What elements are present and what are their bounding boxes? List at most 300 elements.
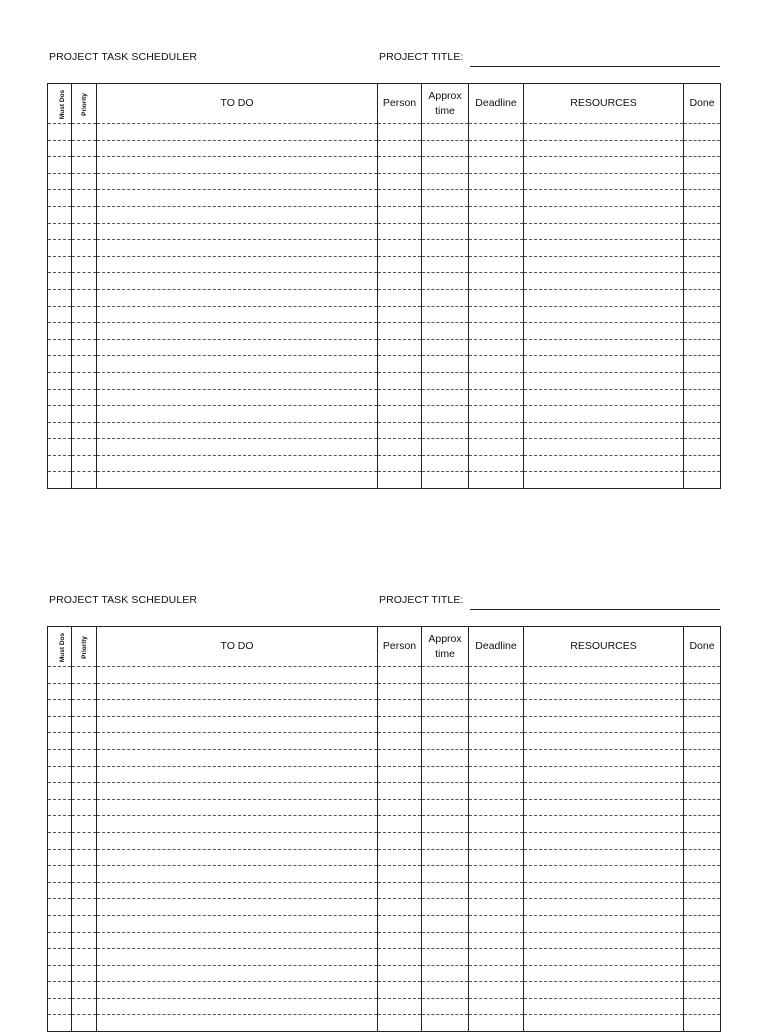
deadline-cell[interactable] <box>469 422 524 439</box>
person-cell[interactable] <box>378 849 422 866</box>
done-cell[interactable] <box>684 832 721 849</box>
to-do-cell[interactable] <box>97 799 378 816</box>
deadline-cell[interactable] <box>469 289 524 306</box>
deadline-cell[interactable] <box>469 816 524 833</box>
person-cell[interactable] <box>378 455 422 472</box>
approx-time-cell[interactable] <box>422 832 469 849</box>
to-do-cell[interactable] <box>97 949 378 966</box>
deadline-cell[interactable] <box>469 733 524 750</box>
must-dos-cell[interactable] <box>48 406 72 423</box>
done-cell[interactable] <box>684 965 721 982</box>
to-do-cell[interactable] <box>97 406 378 423</box>
to-do-cell[interactable] <box>97 849 378 866</box>
to-do-cell[interactable] <box>97 273 378 290</box>
approx-time-cell[interactable] <box>422 223 469 240</box>
to-do-cell[interactable] <box>97 932 378 949</box>
person-cell[interactable] <box>378 223 422 240</box>
deadline-cell[interactable] <box>469 256 524 273</box>
deadline-cell[interactable] <box>469 965 524 982</box>
deadline-cell[interactable] <box>469 356 524 373</box>
must-dos-cell[interactable] <box>48 982 72 999</box>
resources-cell[interactable] <box>524 982 684 999</box>
deadline-cell[interactable] <box>469 932 524 949</box>
priority-cell[interactable] <box>72 1015 97 1032</box>
must-dos-cell[interactable] <box>48 683 72 700</box>
priority-cell[interactable] <box>72 157 97 174</box>
deadline-cell[interactable] <box>469 206 524 223</box>
must-dos-cell[interactable] <box>48 190 72 207</box>
approx-time-cell[interactable] <box>422 667 469 684</box>
must-dos-cell[interactable] <box>48 273 72 290</box>
deadline-cell[interactable] <box>469 339 524 356</box>
approx-time-cell[interactable] <box>422 240 469 257</box>
priority-cell[interactable] <box>72 866 97 883</box>
resources-cell[interactable] <box>524 949 684 966</box>
resources-cell[interactable] <box>524 700 684 717</box>
done-cell[interactable] <box>684 749 721 766</box>
resources-cell[interactable] <box>524 289 684 306</box>
to-do-cell[interactable] <box>97 157 378 174</box>
person-cell[interactable] <box>378 306 422 323</box>
must-dos-cell[interactable] <box>48 816 72 833</box>
done-cell[interactable] <box>684 206 721 223</box>
project-title-field[interactable] <box>470 609 720 610</box>
must-dos-cell[interactable] <box>48 206 72 223</box>
approx-time-cell[interactable] <box>422 157 469 174</box>
deadline-cell[interactable] <box>469 273 524 290</box>
must-dos-cell[interactable] <box>48 899 72 916</box>
deadline-cell[interactable] <box>469 949 524 966</box>
person-cell[interactable] <box>378 982 422 999</box>
approx-time-cell[interactable] <box>422 372 469 389</box>
approx-time-cell[interactable] <box>422 173 469 190</box>
done-cell[interactable] <box>684 289 721 306</box>
must-dos-cell[interactable] <box>48 372 72 389</box>
done-cell[interactable] <box>684 998 721 1015</box>
priority-cell[interactable] <box>72 700 97 717</box>
done-cell[interactable] <box>684 256 721 273</box>
priority-cell[interactable] <box>72 472 97 489</box>
resources-cell[interactable] <box>524 406 684 423</box>
deadline-cell[interactable] <box>469 766 524 783</box>
must-dos-cell[interactable] <box>48 472 72 489</box>
approx-time-cell[interactable] <box>422 190 469 207</box>
done-cell[interactable] <box>684 140 721 157</box>
must-dos-cell[interactable] <box>48 882 72 899</box>
done-cell[interactable] <box>684 439 721 456</box>
priority-cell[interactable] <box>72 256 97 273</box>
must-dos-cell[interactable] <box>48 323 72 340</box>
person-cell[interactable] <box>378 932 422 949</box>
priority-cell[interactable] <box>72 273 97 290</box>
to-do-cell[interactable] <box>97 323 378 340</box>
done-cell[interactable] <box>684 173 721 190</box>
resources-cell[interactable] <box>524 932 684 949</box>
must-dos-cell[interactable] <box>48 455 72 472</box>
done-cell[interactable] <box>684 849 721 866</box>
person-cell[interactable] <box>378 915 422 932</box>
resources-cell[interactable] <box>524 223 684 240</box>
resources-cell[interactable] <box>524 733 684 750</box>
must-dos-cell[interactable] <box>48 439 72 456</box>
person-cell[interactable] <box>378 190 422 207</box>
done-cell[interactable] <box>684 455 721 472</box>
done-cell[interactable] <box>684 1015 721 1032</box>
approx-time-cell[interactable] <box>422 783 469 800</box>
resources-cell[interactable] <box>524 372 684 389</box>
resources-cell[interactable] <box>524 124 684 141</box>
deadline-cell[interactable] <box>469 667 524 684</box>
must-dos-cell[interactable] <box>48 733 72 750</box>
must-dos-cell[interactable] <box>48 356 72 373</box>
must-dos-cell[interactable] <box>48 965 72 982</box>
deadline-cell[interactable] <box>469 472 524 489</box>
to-do-cell[interactable] <box>97 816 378 833</box>
priority-cell[interactable] <box>72 716 97 733</box>
deadline-cell[interactable] <box>469 799 524 816</box>
approx-time-cell[interactable] <box>422 683 469 700</box>
resources-cell[interactable] <box>524 173 684 190</box>
to-do-cell[interactable] <box>97 783 378 800</box>
resources-cell[interactable] <box>524 915 684 932</box>
priority-cell[interactable] <box>72 949 97 966</box>
done-cell[interactable] <box>684 866 721 883</box>
priority-cell[interactable] <box>72 965 97 982</box>
approx-time-cell[interactable] <box>422 965 469 982</box>
deadline-cell[interactable] <box>469 323 524 340</box>
approx-time-cell[interactable] <box>422 998 469 1015</box>
resources-cell[interactable] <box>524 899 684 916</box>
priority-cell[interactable] <box>72 766 97 783</box>
deadline-cell[interactable] <box>469 140 524 157</box>
to-do-cell[interactable] <box>97 372 378 389</box>
to-do-cell[interactable] <box>97 915 378 932</box>
person-cell[interactable] <box>378 356 422 373</box>
deadline-cell[interactable] <box>469 372 524 389</box>
resources-cell[interactable] <box>524 816 684 833</box>
must-dos-cell[interactable] <box>48 766 72 783</box>
deadline-cell[interactable] <box>469 157 524 174</box>
person-cell[interactable] <box>378 256 422 273</box>
priority-cell[interactable] <box>72 124 97 141</box>
deadline-cell[interactable] <box>469 683 524 700</box>
priority-cell[interactable] <box>72 339 97 356</box>
deadline-cell[interactable] <box>469 240 524 257</box>
resources-cell[interactable] <box>524 1015 684 1032</box>
must-dos-cell[interactable] <box>48 700 72 717</box>
person-cell[interactable] <box>378 372 422 389</box>
priority-cell[interactable] <box>72 306 97 323</box>
to-do-cell[interactable] <box>97 965 378 982</box>
person-cell[interactable] <box>378 716 422 733</box>
done-cell[interactable] <box>684 157 721 174</box>
must-dos-cell[interactable] <box>48 339 72 356</box>
done-cell[interactable] <box>684 766 721 783</box>
person-cell[interactable] <box>378 406 422 423</box>
priority-cell[interactable] <box>72 439 97 456</box>
person-cell[interactable] <box>378 899 422 916</box>
done-cell[interactable] <box>684 899 721 916</box>
resources-cell[interactable] <box>524 882 684 899</box>
resources-cell[interactable] <box>524 866 684 883</box>
approx-time-cell[interactable] <box>422 866 469 883</box>
resources-cell[interactable] <box>524 240 684 257</box>
approx-time-cell[interactable] <box>422 289 469 306</box>
approx-time-cell[interactable] <box>422 849 469 866</box>
must-dos-cell[interactable] <box>48 832 72 849</box>
deadline-cell[interactable] <box>469 882 524 899</box>
must-dos-cell[interactable] <box>48 799 72 816</box>
resources-cell[interactable] <box>524 140 684 157</box>
deadline-cell[interactable] <box>469 223 524 240</box>
done-cell[interactable] <box>684 982 721 999</box>
person-cell[interactable] <box>378 240 422 257</box>
priority-cell[interactable] <box>72 389 97 406</box>
person-cell[interactable] <box>378 832 422 849</box>
priority-cell[interactable] <box>72 915 97 932</box>
done-cell[interactable] <box>684 716 721 733</box>
approx-time-cell[interactable] <box>422 949 469 966</box>
deadline-cell[interactable] <box>469 306 524 323</box>
to-do-cell[interactable] <box>97 206 378 223</box>
approx-time-cell[interactable] <box>422 1015 469 1032</box>
to-do-cell[interactable] <box>97 356 378 373</box>
deadline-cell[interactable] <box>469 749 524 766</box>
deadline-cell[interactable] <box>469 455 524 472</box>
person-cell[interactable] <box>378 783 422 800</box>
to-do-cell[interactable] <box>97 882 378 899</box>
must-dos-cell[interactable] <box>48 667 72 684</box>
to-do-cell[interactable] <box>97 749 378 766</box>
to-do-cell[interactable] <box>97 1015 378 1032</box>
priority-cell[interactable] <box>72 372 97 389</box>
must-dos-cell[interactable] <box>48 157 72 174</box>
must-dos-cell[interactable] <box>48 124 72 141</box>
resources-cell[interactable] <box>524 683 684 700</box>
done-cell[interactable] <box>684 667 721 684</box>
person-cell[interactable] <box>378 700 422 717</box>
person-cell[interactable] <box>378 667 422 684</box>
resources-cell[interactable] <box>524 766 684 783</box>
project-title-field[interactable] <box>470 66 720 67</box>
resources-cell[interactable] <box>524 157 684 174</box>
person-cell[interactable] <box>378 157 422 174</box>
must-dos-cell[interactable] <box>48 306 72 323</box>
resources-cell[interactable] <box>524 716 684 733</box>
approx-time-cell[interactable] <box>422 389 469 406</box>
resources-cell[interactable] <box>524 256 684 273</box>
deadline-cell[interactable] <box>469 849 524 866</box>
to-do-cell[interactable] <box>97 455 378 472</box>
to-do-cell[interactable] <box>97 899 378 916</box>
priority-cell[interactable] <box>72 455 97 472</box>
done-cell[interactable] <box>684 932 721 949</box>
resources-cell[interactable] <box>524 339 684 356</box>
person-cell[interactable] <box>378 389 422 406</box>
approx-time-cell[interactable] <box>422 323 469 340</box>
to-do-cell[interactable] <box>97 389 378 406</box>
resources-cell[interactable] <box>524 323 684 340</box>
priority-cell[interactable] <box>72 982 97 999</box>
to-do-cell[interactable] <box>97 982 378 999</box>
must-dos-cell[interactable] <box>48 173 72 190</box>
must-dos-cell[interactable] <box>48 998 72 1015</box>
approx-time-cell[interactable] <box>422 932 469 949</box>
resources-cell[interactable] <box>524 306 684 323</box>
must-dos-cell[interactable] <box>48 915 72 932</box>
person-cell[interactable] <box>378 289 422 306</box>
person-cell[interactable] <box>378 173 422 190</box>
to-do-cell[interactable] <box>97 766 378 783</box>
person-cell[interactable] <box>378 683 422 700</box>
resources-cell[interactable] <box>524 422 684 439</box>
approx-time-cell[interactable] <box>422 206 469 223</box>
priority-cell[interactable] <box>72 173 97 190</box>
must-dos-cell[interactable] <box>48 749 72 766</box>
done-cell[interactable] <box>684 273 721 290</box>
to-do-cell[interactable] <box>97 339 378 356</box>
priority-cell[interactable] <box>72 406 97 423</box>
resources-cell[interactable] <box>524 749 684 766</box>
done-cell[interactable] <box>684 949 721 966</box>
to-do-cell[interactable] <box>97 223 378 240</box>
must-dos-cell[interactable] <box>48 849 72 866</box>
person-cell[interactable] <box>378 766 422 783</box>
to-do-cell[interactable] <box>97 683 378 700</box>
resources-cell[interactable] <box>524 206 684 223</box>
priority-cell[interactable] <box>72 882 97 899</box>
deadline-cell[interactable] <box>469 124 524 141</box>
resources-cell[interactable] <box>524 965 684 982</box>
person-cell[interactable] <box>378 749 422 766</box>
must-dos-cell[interactable] <box>48 932 72 949</box>
person-cell[interactable] <box>378 439 422 456</box>
approx-time-cell[interactable] <box>422 816 469 833</box>
to-do-cell[interactable] <box>97 289 378 306</box>
person-cell[interactable] <box>378 140 422 157</box>
to-do-cell[interactable] <box>97 422 378 439</box>
priority-cell[interactable] <box>72 683 97 700</box>
approx-time-cell[interactable] <box>422 700 469 717</box>
to-do-cell[interactable] <box>97 256 378 273</box>
done-cell[interactable] <box>684 422 721 439</box>
deadline-cell[interactable] <box>469 998 524 1015</box>
done-cell[interactable] <box>684 799 721 816</box>
done-cell[interactable] <box>684 472 721 489</box>
deadline-cell[interactable] <box>469 1015 524 1032</box>
resources-cell[interactable] <box>524 190 684 207</box>
must-dos-cell[interactable] <box>48 716 72 733</box>
priority-cell[interactable] <box>72 733 97 750</box>
done-cell[interactable] <box>684 190 721 207</box>
approx-time-cell[interactable] <box>422 982 469 999</box>
priority-cell[interactable] <box>72 240 97 257</box>
must-dos-cell[interactable] <box>48 783 72 800</box>
priority-cell[interactable] <box>72 816 97 833</box>
resources-cell[interactable] <box>524 439 684 456</box>
done-cell[interactable] <box>684 372 721 389</box>
resources-cell[interactable] <box>524 472 684 489</box>
person-cell[interactable] <box>378 949 422 966</box>
done-cell[interactable] <box>684 783 721 800</box>
done-cell[interactable] <box>684 406 721 423</box>
to-do-cell[interactable] <box>97 472 378 489</box>
deadline-cell[interactable] <box>469 173 524 190</box>
priority-cell[interactable] <box>72 832 97 849</box>
deadline-cell[interactable] <box>469 190 524 207</box>
resources-cell[interactable] <box>524 783 684 800</box>
to-do-cell[interactable] <box>97 866 378 883</box>
to-do-cell[interactable] <box>97 173 378 190</box>
person-cell[interactable] <box>378 323 422 340</box>
approx-time-cell[interactable] <box>422 356 469 373</box>
approx-time-cell[interactable] <box>422 733 469 750</box>
to-do-cell[interactable] <box>97 306 378 323</box>
approx-time-cell[interactable] <box>422 406 469 423</box>
done-cell[interactable] <box>684 306 721 323</box>
done-cell[interactable] <box>684 389 721 406</box>
priority-cell[interactable] <box>72 289 97 306</box>
priority-cell[interactable] <box>72 667 97 684</box>
approx-time-cell[interactable] <box>422 915 469 932</box>
deadline-cell[interactable] <box>469 832 524 849</box>
resources-cell[interactable] <box>524 998 684 1015</box>
approx-time-cell[interactable] <box>422 882 469 899</box>
resources-cell[interactable] <box>524 455 684 472</box>
done-cell[interactable] <box>684 240 721 257</box>
approx-time-cell[interactable] <box>422 124 469 141</box>
to-do-cell[interactable] <box>97 124 378 141</box>
done-cell[interactable] <box>684 915 721 932</box>
person-cell[interactable] <box>378 882 422 899</box>
priority-cell[interactable] <box>72 849 97 866</box>
deadline-cell[interactable] <box>469 389 524 406</box>
deadline-cell[interactable] <box>469 915 524 932</box>
person-cell[interactable] <box>378 998 422 1015</box>
done-cell[interactable] <box>684 700 721 717</box>
to-do-cell[interactable] <box>97 667 378 684</box>
to-do-cell[interactable] <box>97 190 378 207</box>
to-do-cell[interactable] <box>97 998 378 1015</box>
to-do-cell[interactable] <box>97 716 378 733</box>
deadline-cell[interactable] <box>469 700 524 717</box>
priority-cell[interactable] <box>72 323 97 340</box>
priority-cell[interactable] <box>72 899 97 916</box>
priority-cell[interactable] <box>72 422 97 439</box>
to-do-cell[interactable] <box>97 733 378 750</box>
approx-time-cell[interactable] <box>422 472 469 489</box>
person-cell[interactable] <box>378 799 422 816</box>
resources-cell[interactable] <box>524 832 684 849</box>
resources-cell[interactable] <box>524 356 684 373</box>
person-cell[interactable] <box>378 965 422 982</box>
deadline-cell[interactable] <box>469 899 524 916</box>
approx-time-cell[interactable] <box>422 799 469 816</box>
approx-time-cell[interactable] <box>422 422 469 439</box>
approx-time-cell[interactable] <box>422 716 469 733</box>
must-dos-cell[interactable] <box>48 422 72 439</box>
person-cell[interactable] <box>378 422 422 439</box>
deadline-cell[interactable] <box>469 406 524 423</box>
deadline-cell[interactable] <box>469 716 524 733</box>
approx-time-cell[interactable] <box>422 140 469 157</box>
person-cell[interactable] <box>378 124 422 141</box>
done-cell[interactable] <box>684 683 721 700</box>
must-dos-cell[interactable] <box>48 140 72 157</box>
done-cell[interactable] <box>684 339 721 356</box>
must-dos-cell[interactable] <box>48 240 72 257</box>
person-cell[interactable] <box>378 339 422 356</box>
